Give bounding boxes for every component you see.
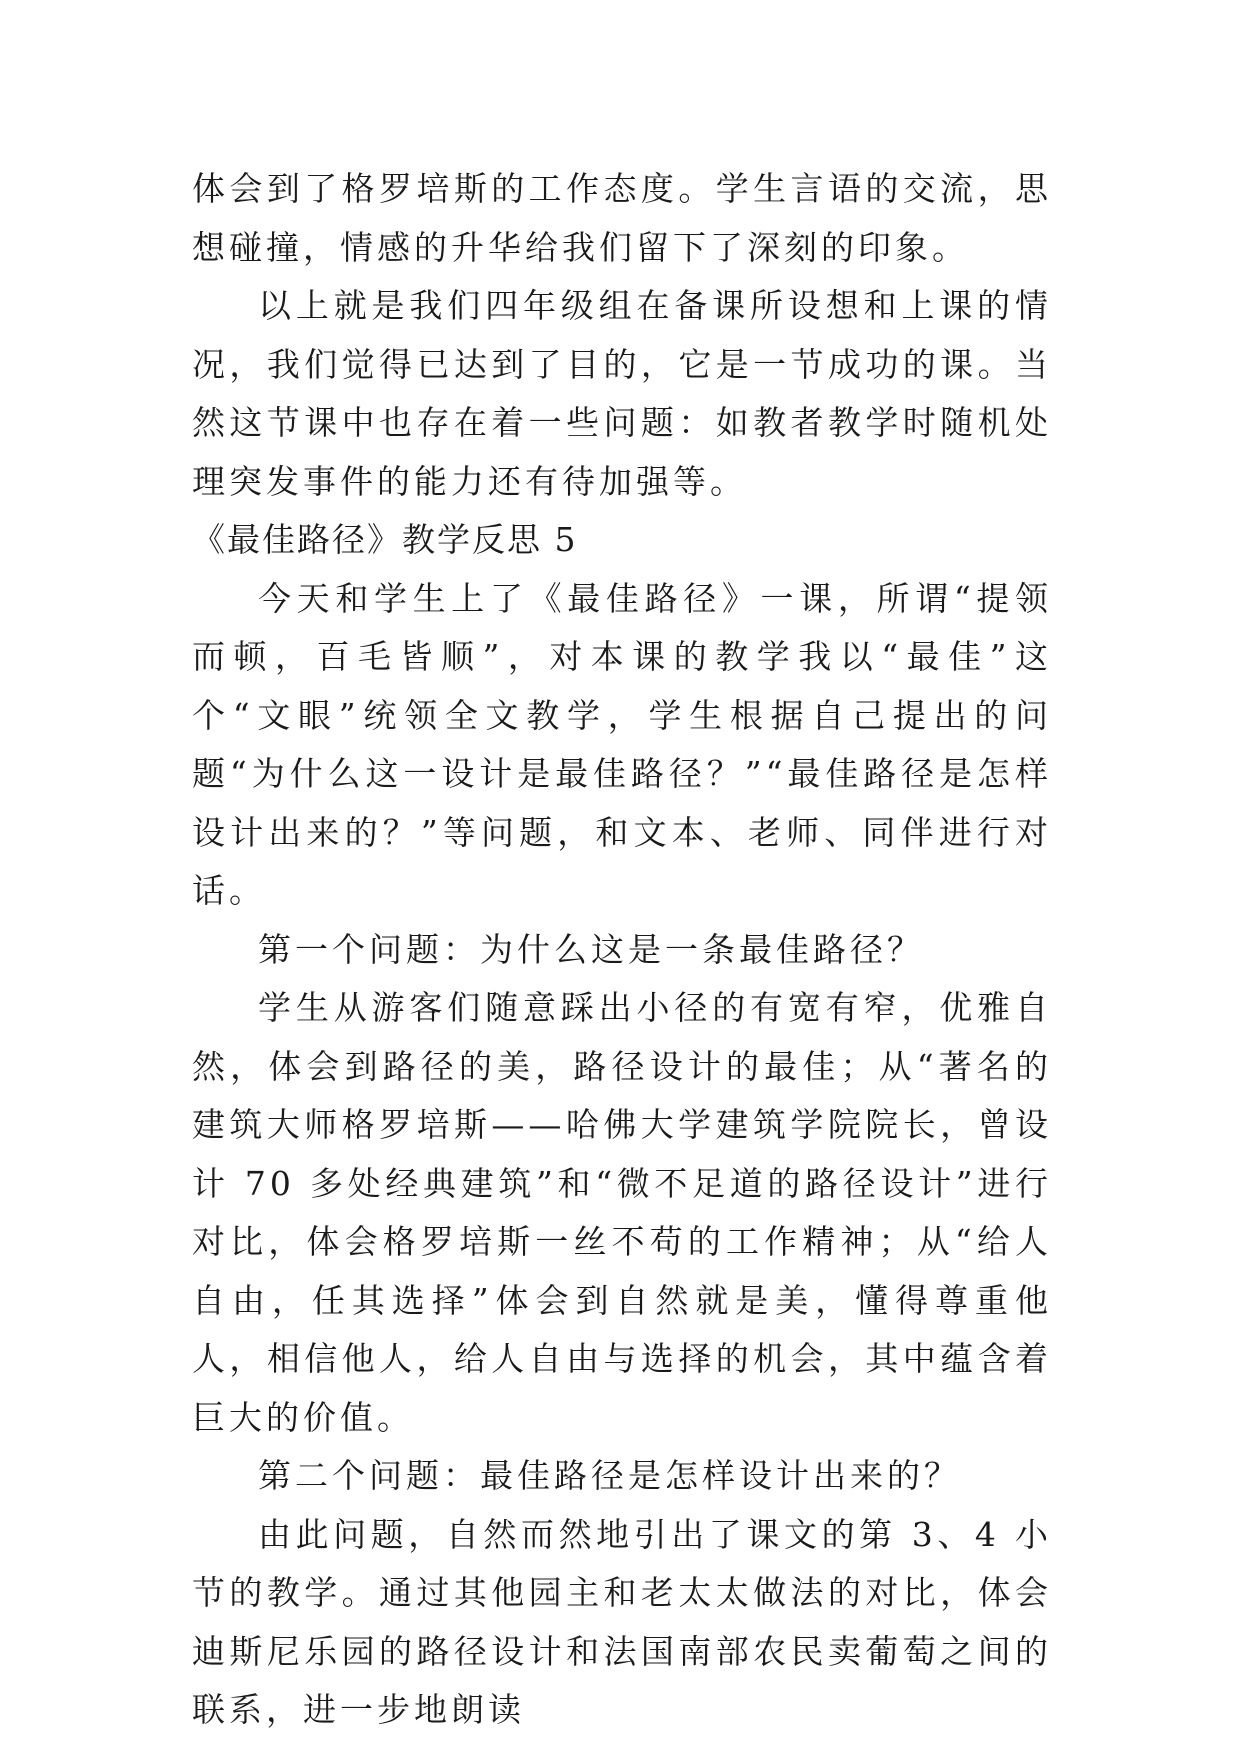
paragraph-4: 学生从游客们随意踩出小径的有宽有窄，优雅自然，体会到路径的美，路径设计的最佳；从“著名的建筑大师格罗培斯——哈佛大学建筑学院院长，曾设计 70 多处经典建筑”和“微不足道的路径设计”进行对比，体会格罗培斯一丝不苟的工作精神；从“给人自由，任其选择”体会到自然就是美，懂得尊重他人，相信他人，给人自由与选择的机会，其中蕴含着巨大的价值。 bbox=[192, 988, 1052, 1437]
paragraph-2: 以上就是我们四年级组在备课所设想和上课的情况，我们觉得已达到了目的，它是一节成功的课。当然这节课中也存在着一些问题：如教者教学时随机处理突发事件的能力还有待加强等。 bbox=[192, 286, 1052, 501]
section-heading: 《最佳路径》教学反思 5 bbox=[192, 520, 578, 559]
paragraph-3: 今天和学生上了《最佳路径》一课，所谓“提领而顿，百毛皆顺”，对本课的教学我以“最佳”这个“文眼”统领全文教学，学生根据自己提出的问题“为什么这一设计是最佳路径？”“最佳路径是怎样设计出来的？”等问题，和文本、老师、同伴进行对话。 bbox=[192, 578, 1052, 910]
paragraph-question-2: 第二个问题：最佳路径是怎样设计出来的？ bbox=[258, 1456, 961, 1495]
paragraph-1: 体会到了格罗培斯的工作态度。学生言语的交流，思想碰撞，情感的升华给我们留下了深刻的印象。 bbox=[192, 169, 1052, 267]
paragraph-5: 由此问题，自然而然地引出了课文的第 3、4 小节的教学。通过其他园主和老太太做法的对比，体会迪斯尼乐园的路径设计和法国南部农民卖葡萄之间的联系，进一步地朗读 bbox=[192, 1514, 1052, 1729]
paragraph-question-1: 第一个问题：为什么这是一条最佳路径？ bbox=[258, 929, 924, 969]
document-body bbox=[192, 160, 1052, 1740]
